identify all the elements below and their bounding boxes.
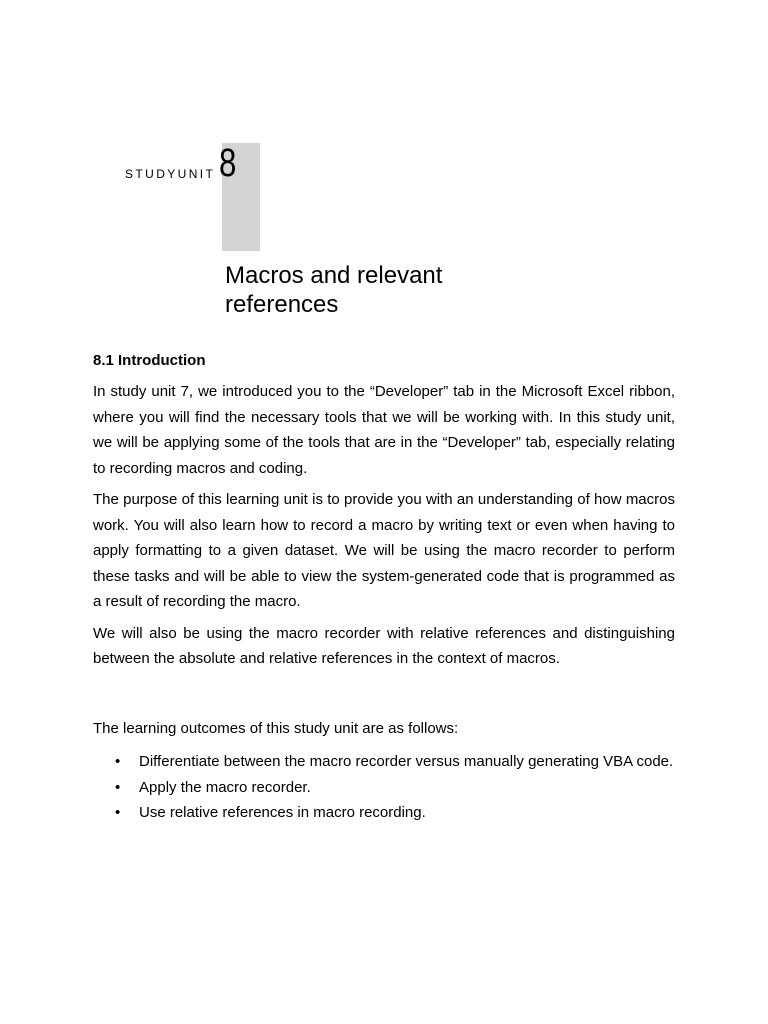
- outcome-text: Use relative references in macro recording.: [139, 804, 426, 821]
- section-heading: 8.1 Introduction: [93, 352, 206, 369]
- outcomes-intro: The learning outcomes of this study unit are as follows:: [93, 719, 459, 737]
- outcome-text: Differentiate between the macro recorder versus manually generating VBA code.: [139, 753, 674, 770]
- section-content: [93, 350, 675, 826]
- list-item: [93, 775, 675, 801]
- bullet-icon: •: [115, 778, 121, 796]
- list-item: [93, 800, 675, 826]
- unit-title: Macros and relevant references: [225, 262, 443, 318]
- outcome-text: Apply the macro recorder.: [139, 778, 311, 796]
- intro-paragraph-3: We will also be using the macro recorder with relative references and distinguishing between the absolute and relative references in the context of macros.: [93, 624, 675, 667]
- bullet-icon: •: [115, 804, 121, 821]
- intro-paragraph-2: The purpose of this learning unit is to provide you with an understanding of how macros work. You will also learn how to record a macro by writing text or even when having to apply formatting to a given dataset. We will be using the macro recorder to perform these tasks and will be able to view the system-generated code that is programmed as a result of recording the macro.: [93, 491, 675, 610]
- unit-number: 8: [219, 141, 237, 185]
- intro-paragraph-1: In study unit 7, we introduced you to the “Developer” tab in the Microsoft Excel ribbon, where you will find the necessary tools that we will be working with. In this study unit, we will be applying some of the tools that are in the “Developer” tab, especially relating to recording macros and coding.: [93, 383, 675, 477]
- learning-outcomes-list: [93, 749, 675, 826]
- study-unit-label: STUDYUNIT: [125, 167, 216, 181]
- list-item: [93, 749, 675, 775]
- bullet-icon: •: [115, 753, 121, 770]
